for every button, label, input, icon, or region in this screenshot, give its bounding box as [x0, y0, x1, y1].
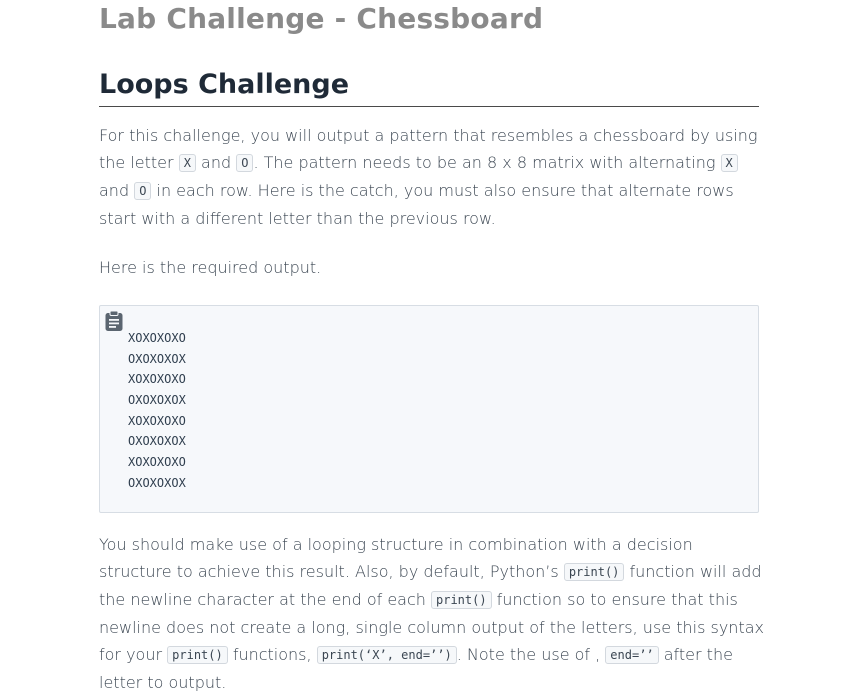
inline-code-print: print() — [431, 591, 492, 609]
inline-code-print: print() — [564, 563, 625, 581]
section-title: Loops Challenge — [99, 69, 350, 100]
section-divider — [99, 106, 759, 107]
inline-code-x: X — [179, 154, 196, 172]
code-line: XOXOXOXO — [128, 331, 186, 345]
text: . Note the use of , — [456, 645, 606, 664]
inline-code-print: print() — [167, 646, 228, 664]
text: and — [99, 181, 135, 200]
challenge-description — [99, 122, 764, 232]
text: after the letter to output. — [99, 645, 733, 692]
text: function will add the newline character at the end of each — [99, 562, 762, 609]
code-line: OXOXOXOX — [128, 351, 186, 366]
text: For this challenge, you will output a pattern that resembles a chessboard by using the letter — [99, 126, 758, 172]
inline-code-print-syntax: print(‘X’, end=’’) — [317, 646, 457, 664]
code-output[interactable] — [128, 328, 186, 494]
inline-code-o: O — [134, 182, 151, 200]
code-line: XOXOXOXO — [128, 372, 186, 387]
inline-code-o: O — [236, 154, 253, 172]
code-line: OXOXOXOX — [128, 434, 186, 449]
text: You should make use of a looping structure in combination with a decision structure to achieve this result. Also, by default, Python’s — [99, 535, 693, 581]
code-line: XOXOXOXO — [128, 413, 186, 428]
code-line: OXOXOXOX — [128, 393, 186, 408]
text: in each row. Here is the catch, you must also ensure that alternate rows start with a different letter than the previous row. — [99, 181, 734, 228]
clipboard-icon[interactable] — [104, 310, 124, 332]
page-title: Lab Challenge - Chessboard — [99, 2, 544, 35]
hint-paragraph — [99, 531, 764, 696]
text: and — [195, 153, 237, 172]
text: function so to ensure that this newline does not create a long, single column output of the letters, use this syntax for your — [99, 590, 764, 664]
text: . The pattern needs to be an 8 x 8 matrix with alternating — [253, 153, 721, 172]
code-line: XOXOXOXO — [128, 455, 186, 470]
output-intro: Here is the required output. — [99, 258, 322, 277]
inline-code-end: end=’’ — [605, 646, 658, 664]
code-block — [99, 305, 759, 513]
code-line: OXOXOXOX — [128, 475, 186, 490]
text: functions, — [227, 645, 317, 664]
inline-code-x: X — [721, 154, 738, 172]
